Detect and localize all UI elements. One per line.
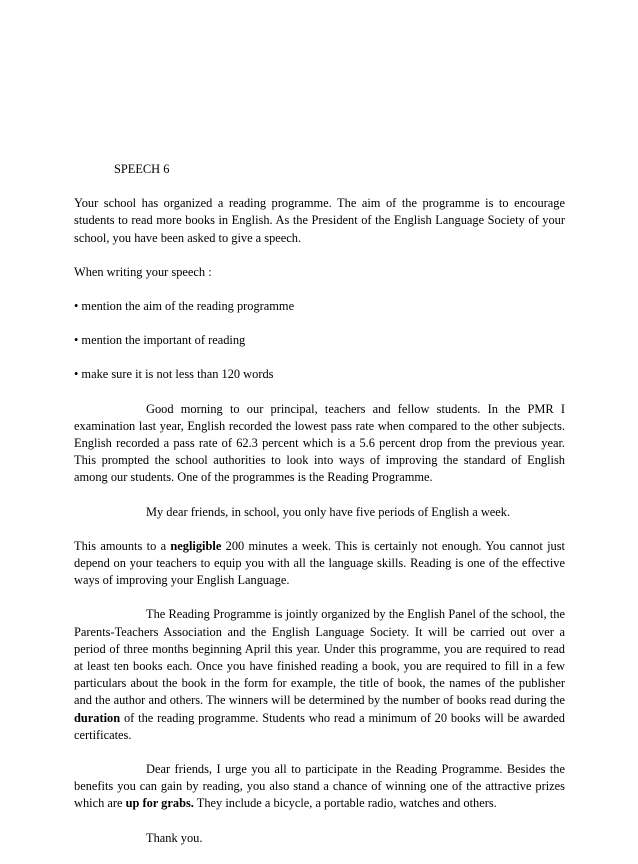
p5-bold-phrase: up for grabs. bbox=[125, 796, 194, 811]
p3-bold-word: negligible bbox=[170, 538, 222, 553]
p5-text-after: They include a bicycle, a portable radio, watches and others. bbox=[193, 796, 497, 811]
speech-paragraph-1: Good morning to our principal, teachers and fellow students. In the PMR I examination last year, English recorded the lowest pass rate when compared to the other subjects. English recorded a pass rate of 62.3 percent which is a 5.6 percent drop from the previous year. This prompted the school authorities to look into ways of improving the standard of English among our students. One of the programmes is the Reading Programme. bbox=[74, 401, 565, 485]
p5-text-before: Dear friends, I urge you all to participate in the Reading Programme. Besides the benefits you can gain by reading, you also stand a chance of winning one of the attractive prizes which are bbox=[74, 762, 565, 811]
speech-paragraph-3 bbox=[74, 538, 565, 590]
task-paragraph: Your school has organized a reading programme. The aim of the programme is to encourage students to read more books in English. As the President of the English Language Society of your school, you have been asked to give a speech. bbox=[74, 196, 565, 245]
speech-paragraph-4 bbox=[74, 606, 565, 744]
speech-paragraph-2: My dear friends, in school, you only have five periods of English a week. bbox=[146, 504, 511, 519]
speech-title: SPEECH 6 bbox=[114, 162, 170, 176]
instruction-heading: When writing your speech : bbox=[74, 264, 212, 279]
p3-text-before: This amounts to a bbox=[74, 538, 171, 553]
document-page bbox=[74, 161, 565, 864]
p3-text-after: 200 minutes a week. This is certainly not enough. You cannot just depend on your teachers to equip you with all the language skills. Reading is one of the effective ways of improving your English Language. bbox=[74, 538, 565, 588]
p4-text-before: The Reading Programme is jointly organized by the English Panel of the school, the Parents-Teachers Association and the English Language Society. It will be carried out over a period of three months beginning April this year. Under this programme, you are required to read at least ten books each. Once you have finished reading a book, you are required to fill in a few particulars about the book in the form for example, the title of book, the names of the publisher and the author and others. The winners will be determined by the number of books read during the bbox=[74, 607, 565, 708]
bullet-aim: • mention the aim of the reading programme bbox=[74, 299, 295, 314]
bullet-word-count: • make sure it is not less than 120 words bbox=[74, 367, 274, 382]
closing-line: Thank you. bbox=[146, 830, 203, 845]
bullet-importance: • mention the important of reading bbox=[74, 333, 246, 348]
p4-text-after: of the reading programme. Students who read a minimum of 20 books will be awarded certificates. bbox=[74, 710, 565, 742]
p4-bold-word: duration bbox=[74, 710, 121, 725]
speech-paragraph-5 bbox=[74, 761, 565, 813]
